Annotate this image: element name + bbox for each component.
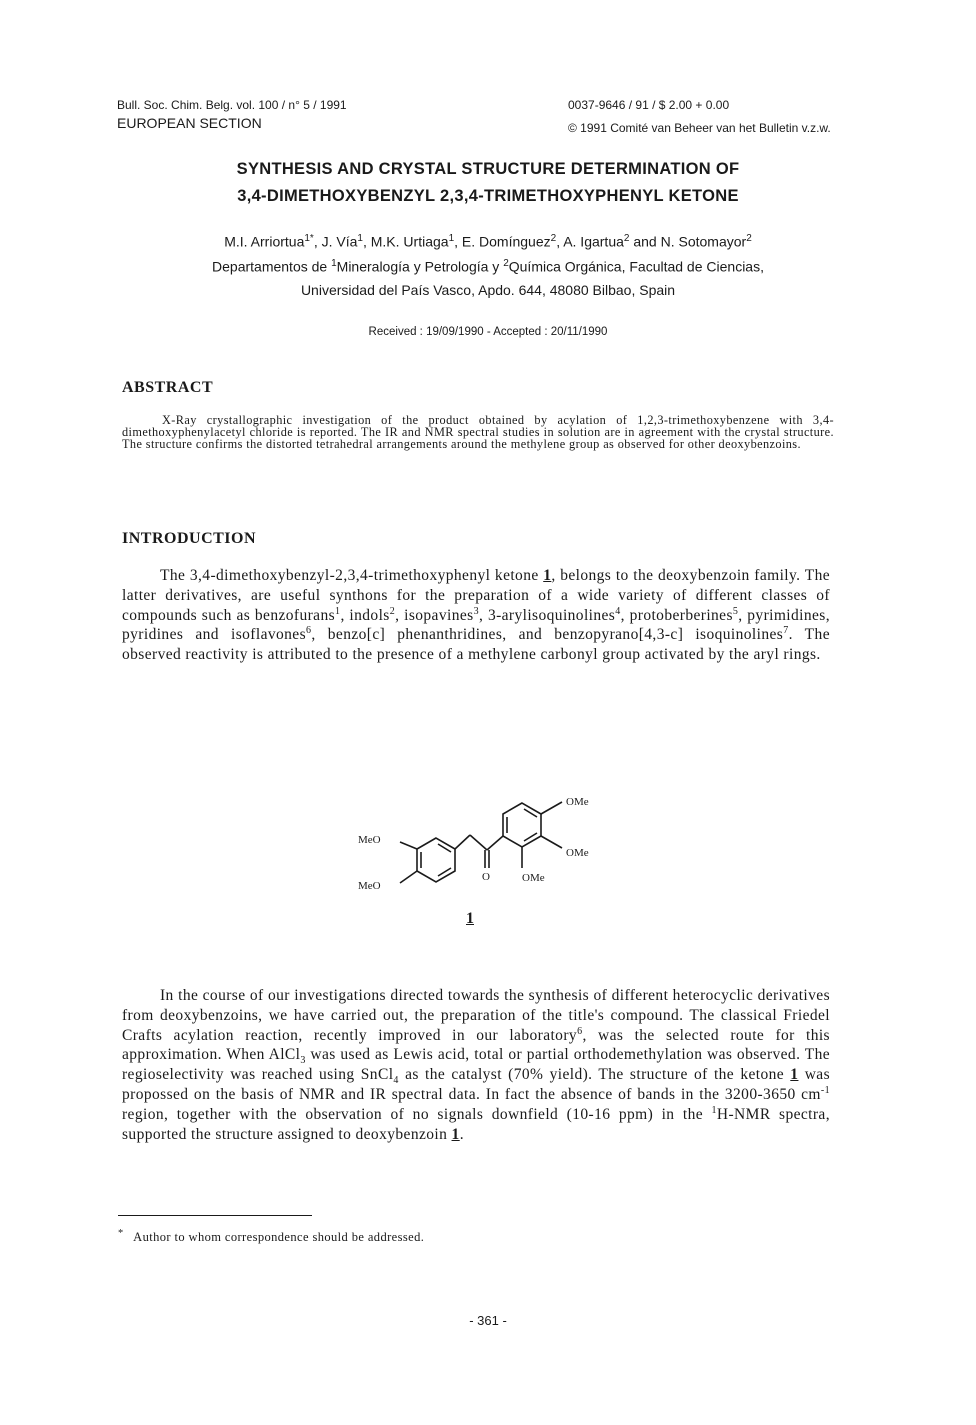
affiliation: Departamentos de $^1$Mineralogía y Petrología y $^2$Química Orgánica, Facultad de Ciencias,: [212, 258, 764, 275]
footnote: * Author to whom correspondence should be addressed.: [118, 1228, 425, 1245]
paper-title-line1: SYNTHESIS AND CRYSTAL STRUCTURE DETERMINATION OF: [236, 160, 740, 178]
ome-label-top: OMe: [566, 796, 589, 808]
body-paragraph: In the course of our investigations directed towards the synthesis of different heterocyclic derivatives from deoxybenzoins, we have carried out, the preparation of the title's compound. The classical Friedel Crafts acylation reaction, recently improved in our laboratory$^6$, was the selected route for this approximation. When AlCl$_3$ was used as Lewis acid, total or partial orthodemethylation was observed. The regioselectivity was reached using SnCl$_4$ as the catalyst (70% yield). The structure of the ketone 1 was propossed on the basis of NMR and IR spectral data. In fact the absence of bands in the 3200-3650 $cm^{-1}$ region, together with the observation of no signals downfield (10-16 ppm) in the $^1$H-NMR spectra, supported the structure assigned to deoxybenzoin 1.: [122, 987, 831, 1143]
author-list: M.I. Arriortua$^{1*}$, J. Vía$^1$, M.K. Urtiaga$^1$, E. Domínguez$^2$, A. Igartua$^2$ and N. Sotomayor$^2$: [224, 233, 752, 250]
right-benzene-ring: [503, 803, 541, 847]
section-label: EUROPEAN SECTION: [117, 115, 262, 131]
chemical-structure-diagram: [340, 780, 640, 940]
compound-number: 1: [466, 910, 474, 927]
received-dates: Received : 19/09/1990 - Accepted : 20/11/1990: [368, 326, 608, 338]
meo-label-top: MeO: [358, 834, 381, 846]
ome-label-middle: OMe: [566, 847, 589, 859]
abstract-heading: ABSTRACT: [122, 379, 214, 396]
journal-citation: Bull. Soc. Chim. Belg. vol. 100 / n° 5 / 1991: [117, 98, 347, 112]
copyright-line: © 1991 Comité van Beheer van het Bulletin v.z.w.: [568, 121, 831, 135]
issn-line: 0037-9646 / 91 / $ 2.00 + 0.00: [568, 98, 730, 112]
footnote-rule: [118, 1215, 312, 1216]
meo-label-bottom: MeO: [358, 880, 381, 892]
introduction-heading: INTRODUCTION: [122, 530, 257, 547]
ome-label-bottom: OMe: [522, 872, 545, 884]
left-benzene-ring: [417, 838, 455, 882]
footnote-mark: *: [118, 1228, 124, 1239]
paper-title-line2: 3,4-DIMETHOXYBENZYL 2,3,4-TRIMETHOXYPHENYL KETONE: [237, 187, 739, 205]
carbonyl-oxygen-label: O: [482, 871, 490, 883]
page-number: - 361 -: [469, 1313, 507, 1328]
address: Universidad del País Vasco, Apdo. 644, 48080 Bilbao, Spain: [300, 282, 676, 298]
abstract-text: X-Ray crystallographic investigation of the product obtained by acylation of 1,2,3-trimethoxybenzene with 3,4-dimethoxyphenylacetyl chloride is reported. The IR and NMR spectral studies in solution are in agreement with the crystal structure. The structure confirms the distorted tetrahedral arrangements around the methylene group as observed for other deoxybenzoins.: [122, 413, 834, 452]
introduction-paragraph: The 3,4-dimethoxybenzyl-2,3,4-trimethoxyphenyl ketone 1, belongs to the deoxybenzoin family. The latter derivatives, are useful synthons for the preparation of a wide variety of different classes of compounds such as benzofurans$^1$, indols$^2$, isopavines$^3$, 3-arylisoquinolines$^4$, protoberberines$^5$, pyrimidines, pyridines and isoflavones$^6$, benzo[c] phenanthridines, and benzopyrano[4,3-c] isoquinolines$^7$. The observed reactivity is attributed to the presence of a methylene carbonyl group activated by the aryl rings.: [122, 567, 830, 664]
